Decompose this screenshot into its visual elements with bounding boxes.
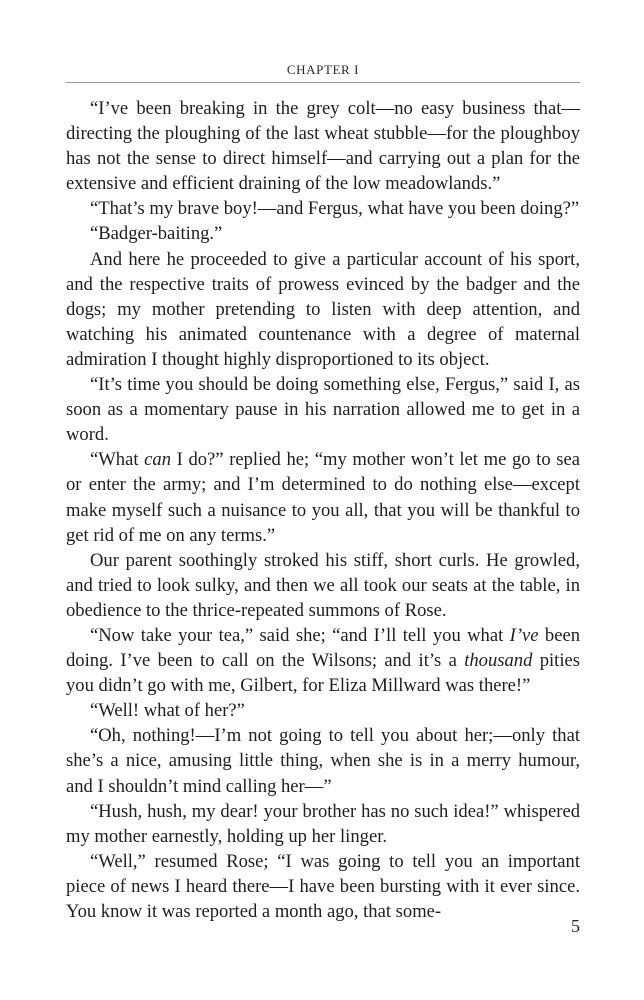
paragraph: [66, 96, 580, 196]
paragraph: [66, 447, 580, 547]
paragraph: [66, 221, 580, 246]
paragraph: [66, 623, 580, 698]
text-segment: “It’s time you should be doing something else, Fergus,” said I, as soon as a momentary pause in his narration allowed me to get in a word.: [66, 374, 580, 446]
text-segment: “Hush, hush, my dear! your brother has no such idea!” whispered my mother earnestly, holding up her linger.: [66, 800, 580, 847]
text-segment: “Now take your tea,” said she; “and I’ll tell you what: [90, 624, 510, 646]
italic-text-segment: can: [144, 449, 172, 471]
paragraph: [66, 698, 580, 723]
text-segment: I do?” replied he; “my mother won’t let me go to sea or enter the army; and I’m determined to do nothing else—except make myself such a nuisance to you all, that you will be thankful to get rid of me on any terms.”: [66, 449, 581, 546]
paragraph: [66, 849, 580, 924]
paragraph: [66, 372, 580, 447]
italic-text-segment: I’ve: [509, 624, 539, 646]
header-rule: [66, 82, 580, 83]
paragraph: [66, 799, 580, 849]
text-segment: “That’s my brave boy!—and Fergus, what have you been doing?”: [90, 198, 580, 220]
running-header: CHAPTER I: [286, 62, 360, 77]
text-segment: been doing. I’ve been to call on the Wilsons; and it’s a: [66, 624, 581, 672]
body-text: [66, 96, 580, 924]
text-segment: “I’ve been breaking in the grey colt—no easy business that—directing the ploughing of the last wheat stubble—for the ploughboy has not the sense to direct himself—and carrying out a plan for the extensive and efficient draining of the low meadowlands.”: [66, 98, 580, 195]
italic-text-segment: thousand: [464, 650, 533, 672]
text-segment: “Well! what of her?”: [90, 700, 245, 722]
text-segment: And here he proceeded to give a particular account of his sport, and the respective traits of prowess evinced by the badger and the dogs; my mother pretending to listen with deep attention, and watching his animated countenance with a degree of maternal admiration I thought highly disproportioned to its object.: [66, 248, 580, 370]
text-segment: Our parent soothingly stroked his stiff, short curls. He growled, and tried to look sulky, and then we all took our seats at the table, in obedience to the thrice-repeated summons of Rose.: [66, 549, 580, 621]
paragraph: [66, 196, 580, 221]
text-segment: pities you didn’t go with me, Gilbert, for Eliza Millward was there!”: [66, 650, 580, 697]
page-number: 5: [571, 916, 580, 936]
text-segment: “What: [90, 449, 145, 471]
paragraph: [66, 723, 580, 798]
paragraph: [66, 548, 580, 623]
text-segment: “Oh, nothing!—I’m not going to tell you about her;—only that she’s a nice, amusing little thing, when she is in a merry humour, and I shouldn’t mind calling her—”: [66, 725, 580, 797]
paragraph: [66, 247, 580, 372]
text-segment: “Badger-baiting.”: [90, 223, 223, 245]
text-segment: “Well,” resumed Rose; “I was going to tell you an important piece of news I heard there—I have been bursting with it ever since. You know it was reported a month ago, that some-: [66, 850, 580, 922]
